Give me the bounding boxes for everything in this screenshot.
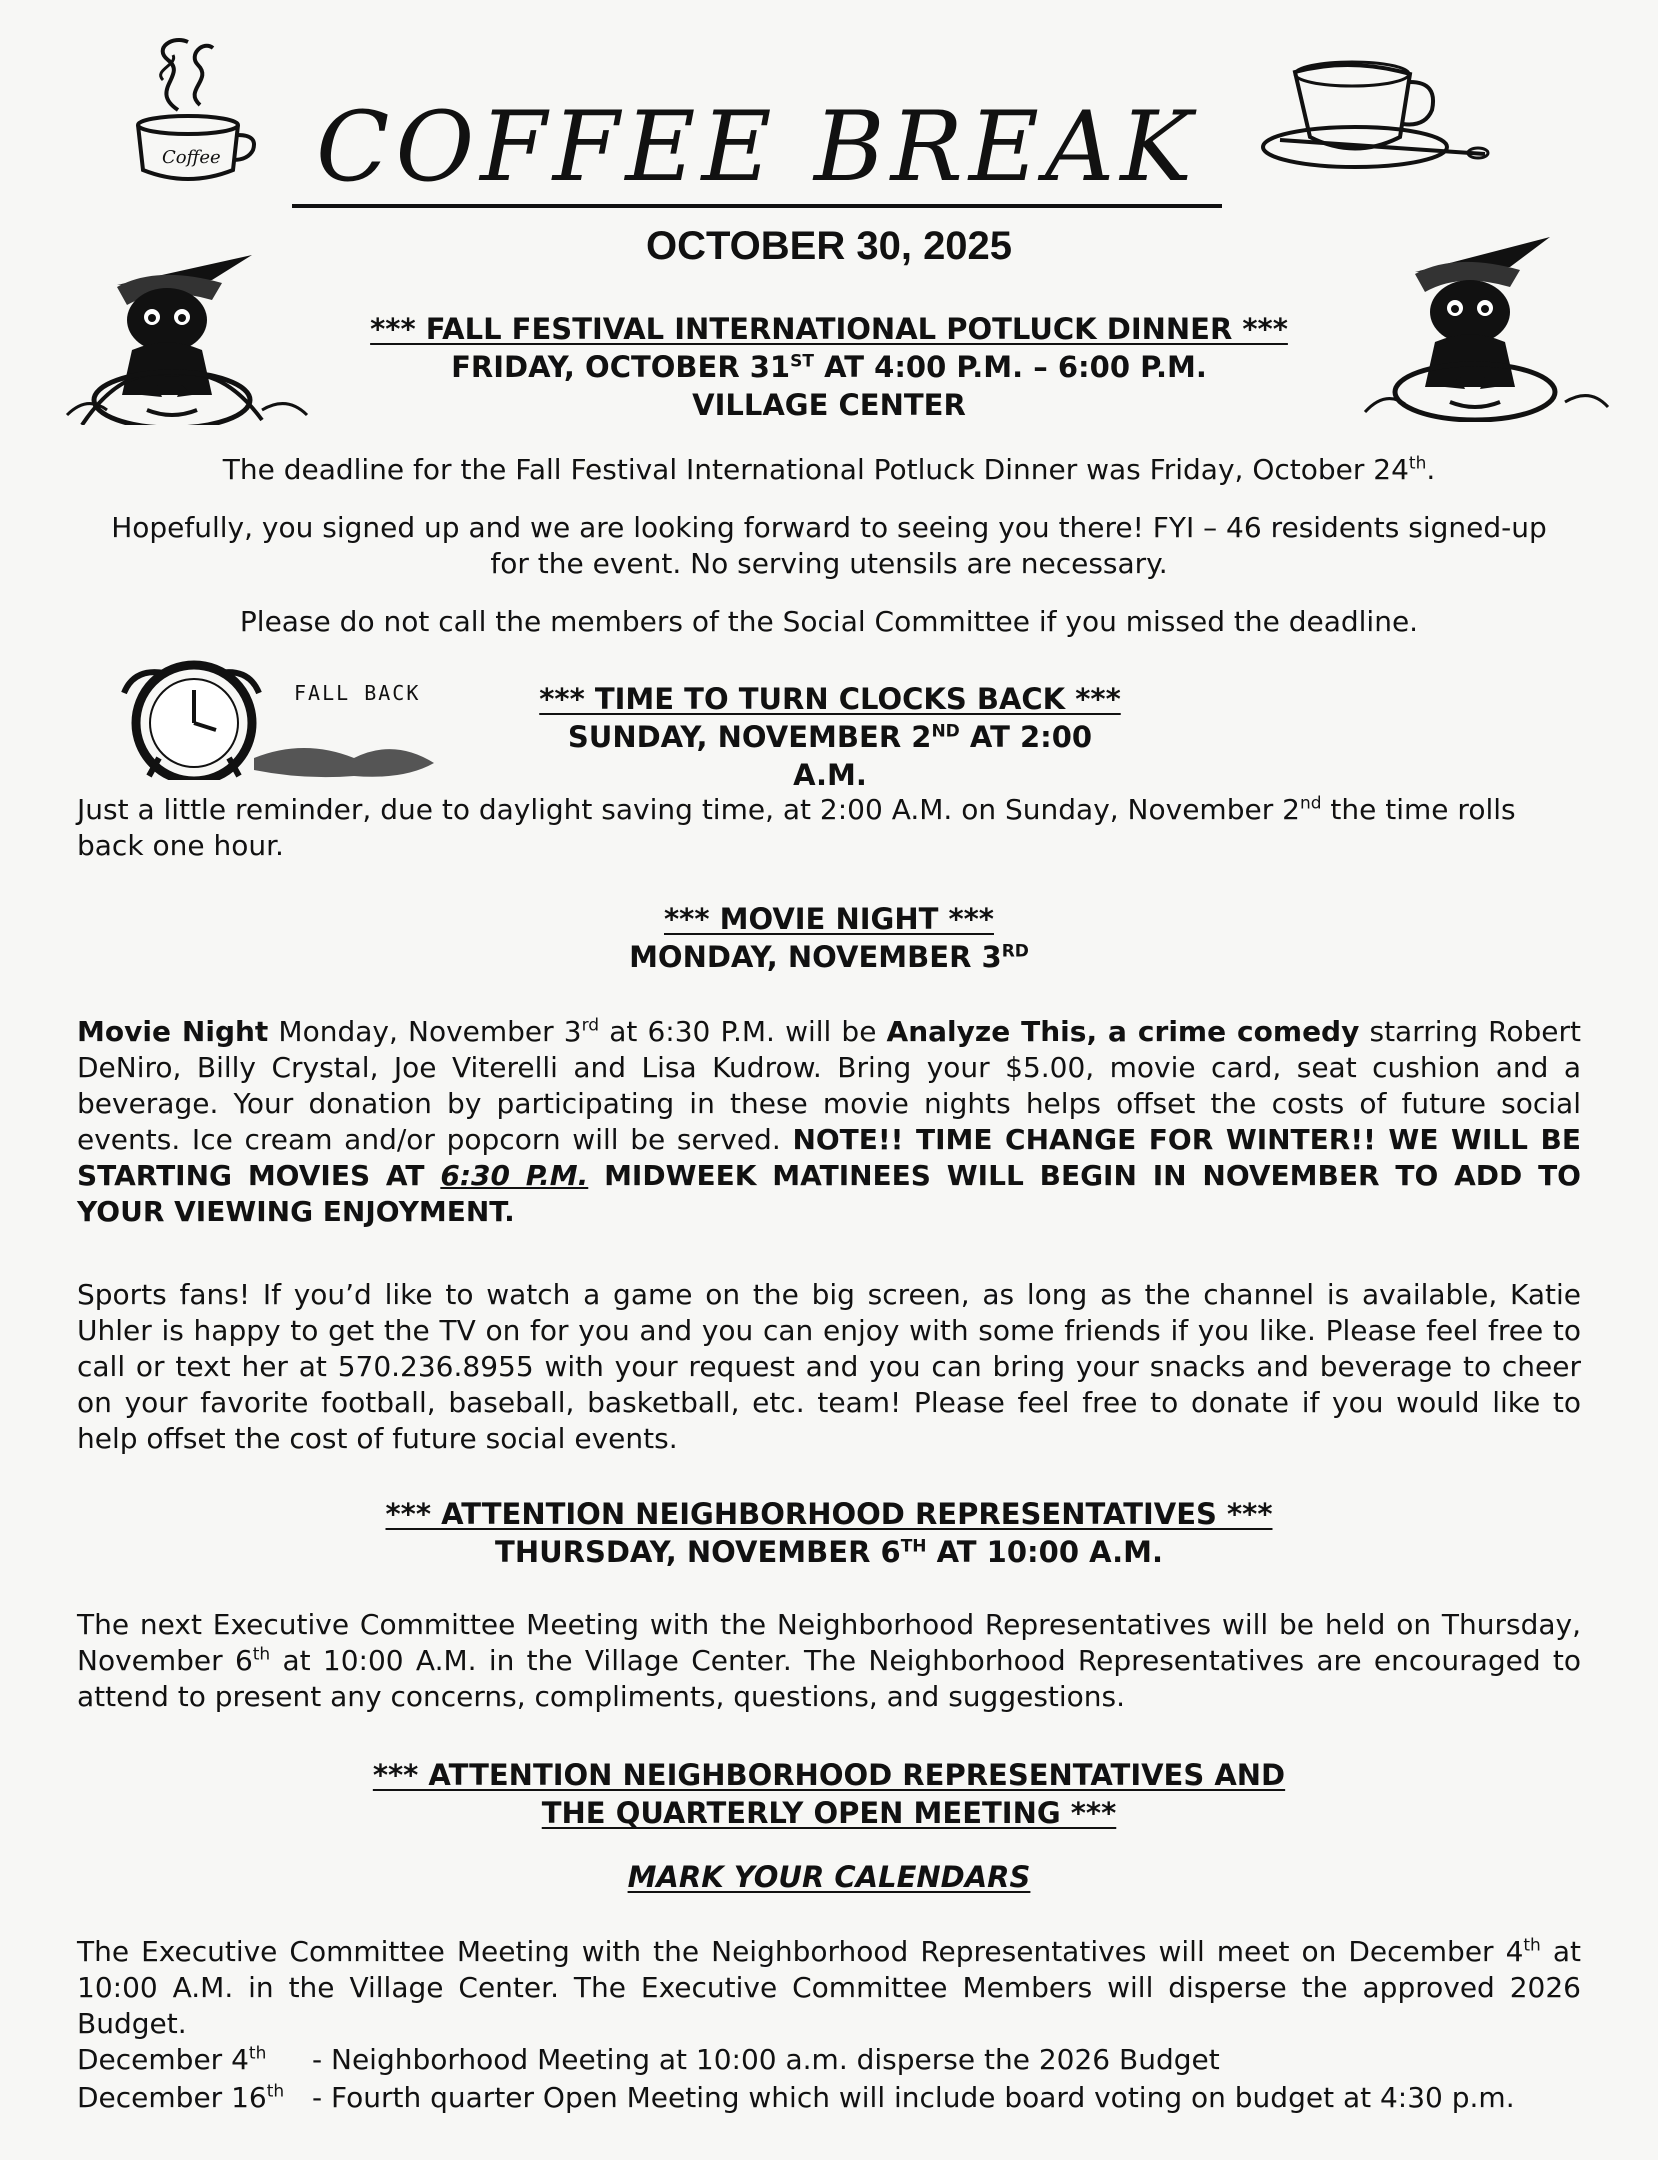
- potluck-title: *** FALL FESTIVAL INTERNATIONAL POTLUCK DINNER ***: [370, 312, 1288, 346]
- reps-section: [0, 1495, 1658, 1571]
- teacup-icon: [1260, 52, 1490, 182]
- movie-text: Movie Night Monday, November 3rd at 6:30 P.M. will be Analyze This, a crime comedy starring Robert DeNiro, Billy Crystal, Joe Viterelli and Lisa Kudrow. Bring your $5.00, movie card, seat cushion and a beverage. Your donation by participating in these movie nights helps offset the costs of future social events. Ice cream and/or popcorn will be served. NOTE!! TIME CHANGE FOR WINTER!! WE WILL BE STARTING MOVIES AT 6:30 P.M. MIDWEEK MATINEES WILL BEGIN IN NOVEMBER TO ADD TO YOUR VIEWING ENJOYMENT.: [77, 1015, 1581, 1228]
- sports-text: Sports fans! If you’d like to watch a game on the big screen, as long as the channel is available, Katie Uhler is happy to get the TV on for you and you can enjoy with some friends if you like. Please feel free to call or text her at 570.236.8955 with your request and you can bring your snacks and beverage to cheer on your favorite football, baseball, basketball, etc. team! Please feel free to donate if you would like to help offset the cost of future social events.: [77, 1278, 1581, 1455]
- quarterly-title-line2: THE QUARTERLY OPEN MEETING ***: [541, 1796, 1117, 1830]
- quarterly-text: The Executive Committee Meeting with the Neighborhood Representatives will meet on December 4th at 10:00 A.M. in the Village Center. The Executive Committee Members will disperse the approved 2026 Budget.: [77, 1935, 1581, 2040]
- reps-title: *** ATTENTION NEIGHBORHOOD REPRESENTATIVES ***: [385, 1497, 1273, 1531]
- clocks-when: SUNDAY, NOVEMBER 2ND AT 2:00 A.M.: [567, 720, 1093, 792]
- potluck-deadline-text: The deadline for the Fall Festival International Potluck Dinner was Friday, October 24th.: [222, 453, 1436, 486]
- issue-date: OCTOBER 30, 2025: [645, 224, 1013, 268]
- movie-when: MONDAY, NOVEMBER 3RD: [629, 940, 1029, 974]
- quarterly-section: [0, 1756, 1658, 1832]
- potluck-section: [0, 310, 1658, 424]
- calendar-item: December 4th - Neighborhood Meeting at 10:00 a.m. disperse the 2026 Budget: [77, 2043, 1220, 2076]
- fall-back-label: FALL BACK: [294, 681, 421, 705]
- movie-section: [0, 900, 1658, 976]
- reps-when: THURSDAY, NOVEMBER 6TH AT 10:00 A.M.: [495, 1535, 1163, 1569]
- alarm-clock-icon: [104, 658, 464, 780]
- potluck-signup-text: Hopefully, you signed up and we are looking forward to seeing you there! FYI – 46 residents signed-up for the event. No serving utensils are necessary.: [111, 511, 1547, 580]
- reps-text: The next Executive Committee Meeting with the Neighborhood Representatives will be held on Thursday, November 6th at 10:00 A.M. in the Village Center. The Neighborhood Representatives are encouraged to attend to present any concerns, compliments, questions, and suggestions.: [77, 1608, 1581, 1713]
- clocks-title: *** TIME TO TURN CLOCKS BACK ***: [539, 682, 1121, 716]
- coffee-cup-icon: [118, 20, 258, 185]
- clocks-text: Just a little reminder, due to daylight saving time, at 2:00 A.M. on Sunday, November 2nd the time rolls back one hour.: [77, 793, 1516, 862]
- potluck-location: VILLAGE CENTER: [692, 388, 966, 422]
- potluck-note-text: Please do not call the members of the Social Committee if you missed the deadline.: [239, 605, 1419, 638]
- mark-calendars: MARK YOUR CALENDARS: [627, 1860, 1031, 1894]
- cup-label: Coffee: [162, 147, 221, 168]
- quarterly-title-line1: *** ATTENTION NEIGHBORHOOD REPRESENTATIVES AND: [372, 1758, 1286, 1792]
- calendar-item: December 16th - Fourth quarter Open Meeting which will include board voting on budget at 4:30 p.m.: [77, 2081, 1515, 2114]
- clocks-section: [530, 680, 1130, 794]
- newsletter-title: COFFEE BREAK: [292, 92, 1222, 208]
- potluck-when: FRIDAY, OCTOBER 31ST AT 4:00 P.M. – 6:00 P.M.: [451, 350, 1207, 384]
- movie-title: *** MOVIE NIGHT ***: [664, 902, 994, 936]
